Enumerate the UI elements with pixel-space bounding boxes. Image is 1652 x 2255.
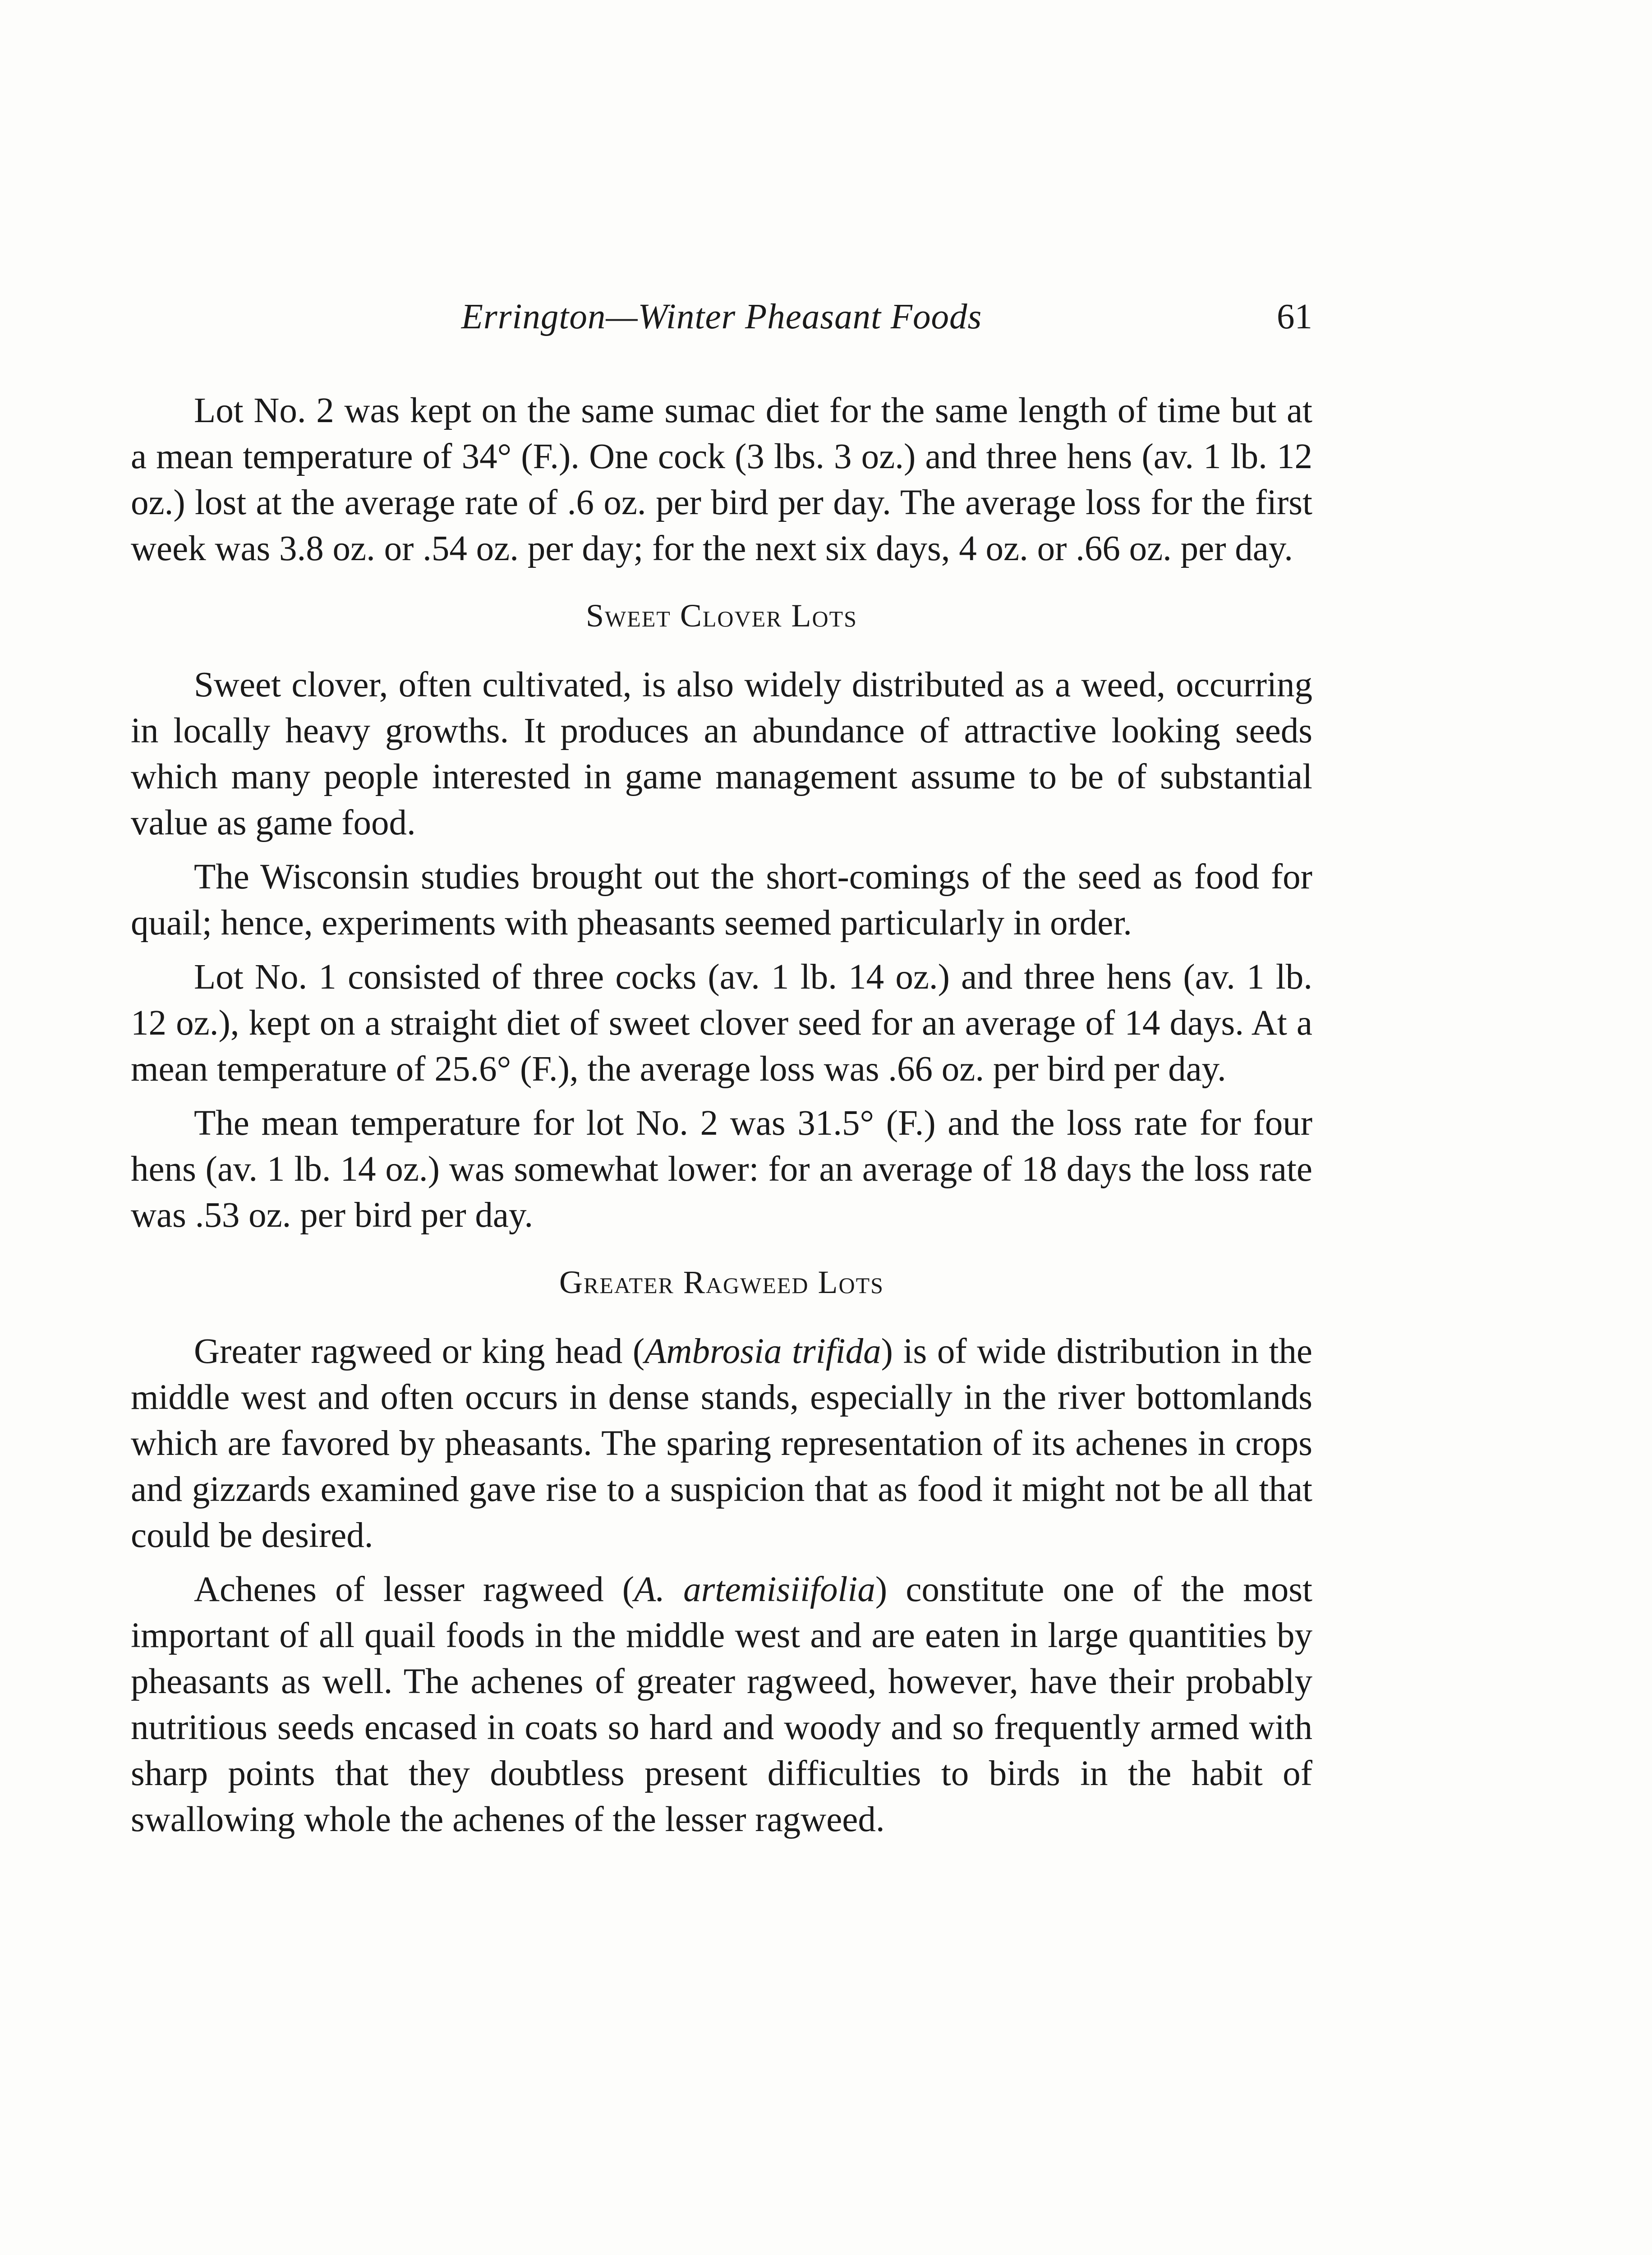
- text-run: Achenes of lesser ragweed (: [194, 1570, 635, 1609]
- paragraph-wisconsin-studies: The Wisconsin studies brought out the short-comings of the seed as food for quail; hence, experiments with pheasants seemed particularly in order.: [131, 857, 1312, 943]
- paragraph-greater-ragweed: [131, 1329, 1312, 1559]
- running-header: [131, 292, 1312, 346]
- species-name-italic: Ambrosia trifida: [644, 1332, 881, 1371]
- text-run: ) is of wide distribution in the middle west and often occurs in dense stands, especially in the river bottomlands which are favored by pheasants. The sparing representation of its achenes in crops and gizzards examined gave rise to a suspicion that as food it might not be all that could be desired.: [131, 1332, 1312, 1555]
- paragraph-sweet-clover-intro: Sweet clover, often cultivated, is also widely distributed as a weed, occurring in locally heavy growths. It produces an abundance of attractive looking seeds which many people interested in game management assume to be of substantial value as game food.: [131, 665, 1312, 842]
- text-run: ) constitute one of the most important of all quail foods in the middle west and are eaten in large quantities by pheasants as well. The achenes of greater ragweed, however, have their probably nutritious seeds encased in coats so hard and woody and so frequently armed with sharp points that they doubtless present difficulties to birds in the habit of swallowing whole the achenes of the lesser ragweed.: [131, 1570, 1312, 1839]
- paragraph-lesser-ragweed: [131, 1567, 1312, 1843]
- paragraph-sweet-clover-lot-1: Lot No. 1 consisted of three cocks (av. 1 lb. 14 oz.) and three hens (av. 1 lb. 12 oz.), kept on a straight diet of sweet clover seed for an average of 14 days. At a mean temperature of 25.6° (F.), the average loss was .66 oz. per bird per day.: [131, 957, 1312, 1089]
- body-text: [131, 388, 1312, 1851]
- section-heading-greater-ragweed: Greater Ragweed Lots: [559, 1264, 884, 1300]
- species-name-italic: A. artemisiifolia: [634, 1570, 875, 1609]
- paragraph-sweet-clover-lot-2: The mean temperature for lot No. 2 was 31.5° (F.) and the loss rate for four hens (av. 1 lb. 14 oz.) was somewhat lower: for an average of 18 days the loss rate was .53 oz. per bird per day.: [131, 1104, 1312, 1235]
- paragraph-sumac-lot-2: Lot No. 2 was kept on the same sumac diet for the same length of time but at a mean temperature of 34° (F.). One cock (3 lbs. 3 oz.) and three hens (av. 1 lb. 12 oz.) lost at the average rate of .6 oz. per bird per day. The average loss for the first week was 3.8 oz. or .54 oz. per day; for the next six days, 4 oz. or .66 oz. per day.: [131, 391, 1312, 568]
- text-run: Greater ragweed or king head (: [194, 1332, 645, 1371]
- page-number: 61: [1277, 297, 1312, 336]
- running-title: Errington—Winter Pheasant Foods: [461, 297, 982, 336]
- section-heading-sweet-clover: Sweet Clover Lots: [586, 598, 857, 634]
